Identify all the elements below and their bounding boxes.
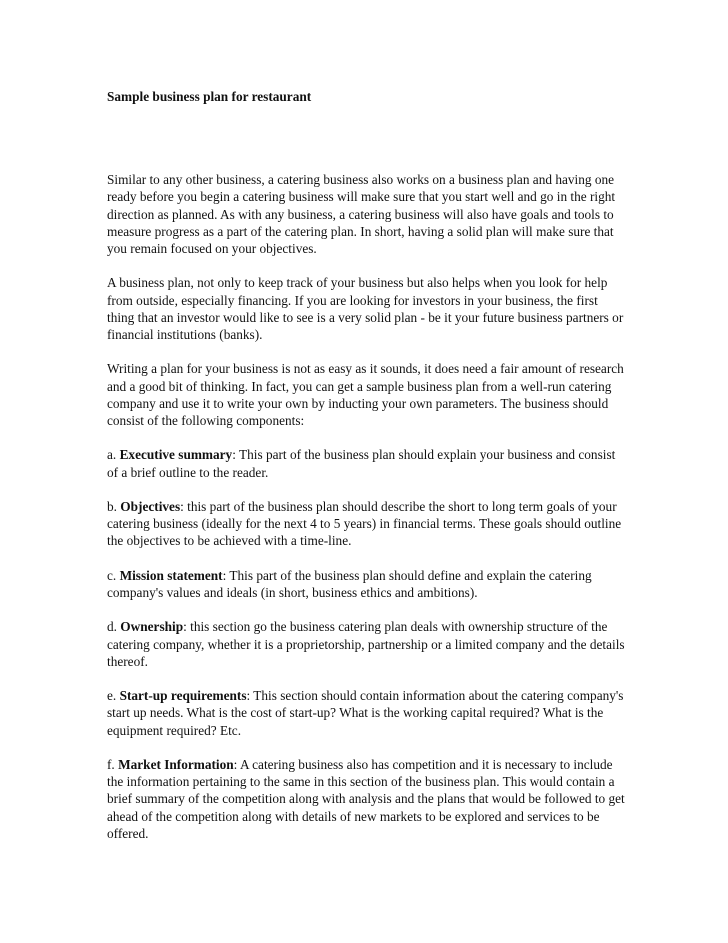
component-text: : This part of the business plan should explain your business and consist of a brief outline to the reader. <box>107 447 616 480</box>
component-item-market-information <box>107 756 627 842</box>
component-prefix: f. <box>107 756 119 772</box>
component-item-objectives <box>107 498 627 550</box>
component-term: Market Information <box>118 756 234 772</box>
component-text: : This section should contain information about the catering company's start up needs. What is the cost of start-up? What is the working capital required? What is the equipment required? Etc. <box>107 688 624 738</box>
component-item-executive-summary <box>107 446 627 480</box>
component-text: : This part of the business plan should define and explain the catering company's values and ideals (in short, business ethics and ambitions). <box>107 567 592 600</box>
component-text: : this section go the business catering plan deals with ownership structure of the catering company, whether it is a proprietorship, partnership or a limited company and the details thereof. <box>107 619 625 669</box>
component-prefix: a. <box>107 447 120 463</box>
component-prefix: c. <box>107 567 120 583</box>
document-page <box>107 88 627 859</box>
component-prefix: e. <box>107 688 120 704</box>
document-title: Sample business plan for restaurant <box>107 89 312 104</box>
component-prefix: b. <box>107 499 121 514</box>
component-item-mission-statement <box>107 567 627 601</box>
paragraph: A business plan, not only to keep track of your business but also helps when you look for help from outside, especially financing. If you are looking for investors in your business, the first thing that an investor would like to see is a very solid plan - be it your future business partners or financial institutions (banks). <box>107 275 624 343</box>
component-prefix: d. <box>107 619 121 635</box>
component-item-start-up-requirements <box>107 687 627 739</box>
component-text: : A catering business also has competition and it is necessary to include the information pertaining to the same in this section of the business plan. This would contain a brief summary of the competition along with analysis and the plans that would be followed to get ahead of the competition along with details of new markets to be explored and services to be offered. <box>107 756 625 841</box>
intro-section <box>107 171 627 429</box>
component-term: Start-up requirements <box>119 688 247 704</box>
paragraph: Writing a plan for your business is not as easy as it sounds, it does need a fair amount of research and a good bit of thinking. In fact, you can get a sample business plan from a well-run catering company and use it to write your own by inducting your own parameters. The business should consist of the following components: <box>107 361 624 429</box>
component-term: Executive summary <box>119 447 233 463</box>
component-term: Mission statement <box>119 567 223 583</box>
component-term: Ownership <box>120 619 184 635</box>
paragraph: Similar to any other business, a catering business also works on a business plan and having one ready before you begin a catering business will make sure that you start well and go in the right direction as planned. As with any business, a catering business will also have goals and tools to measure progress as a part of the catering plan. In short, having a solid plan will make sure that you remain focused on your objectives. <box>107 172 616 257</box>
component-text: : this part of the business plan should describe the short to long term goals of your catering business (ideally for the next 4 to 5 years) in financial terms. These goals should outline the objectives to be achieved with a time-line. <box>107 499 622 549</box>
component-item-ownership <box>107 618 627 670</box>
components-list <box>107 446 627 842</box>
component-term: Objectives <box>120 499 181 514</box>
